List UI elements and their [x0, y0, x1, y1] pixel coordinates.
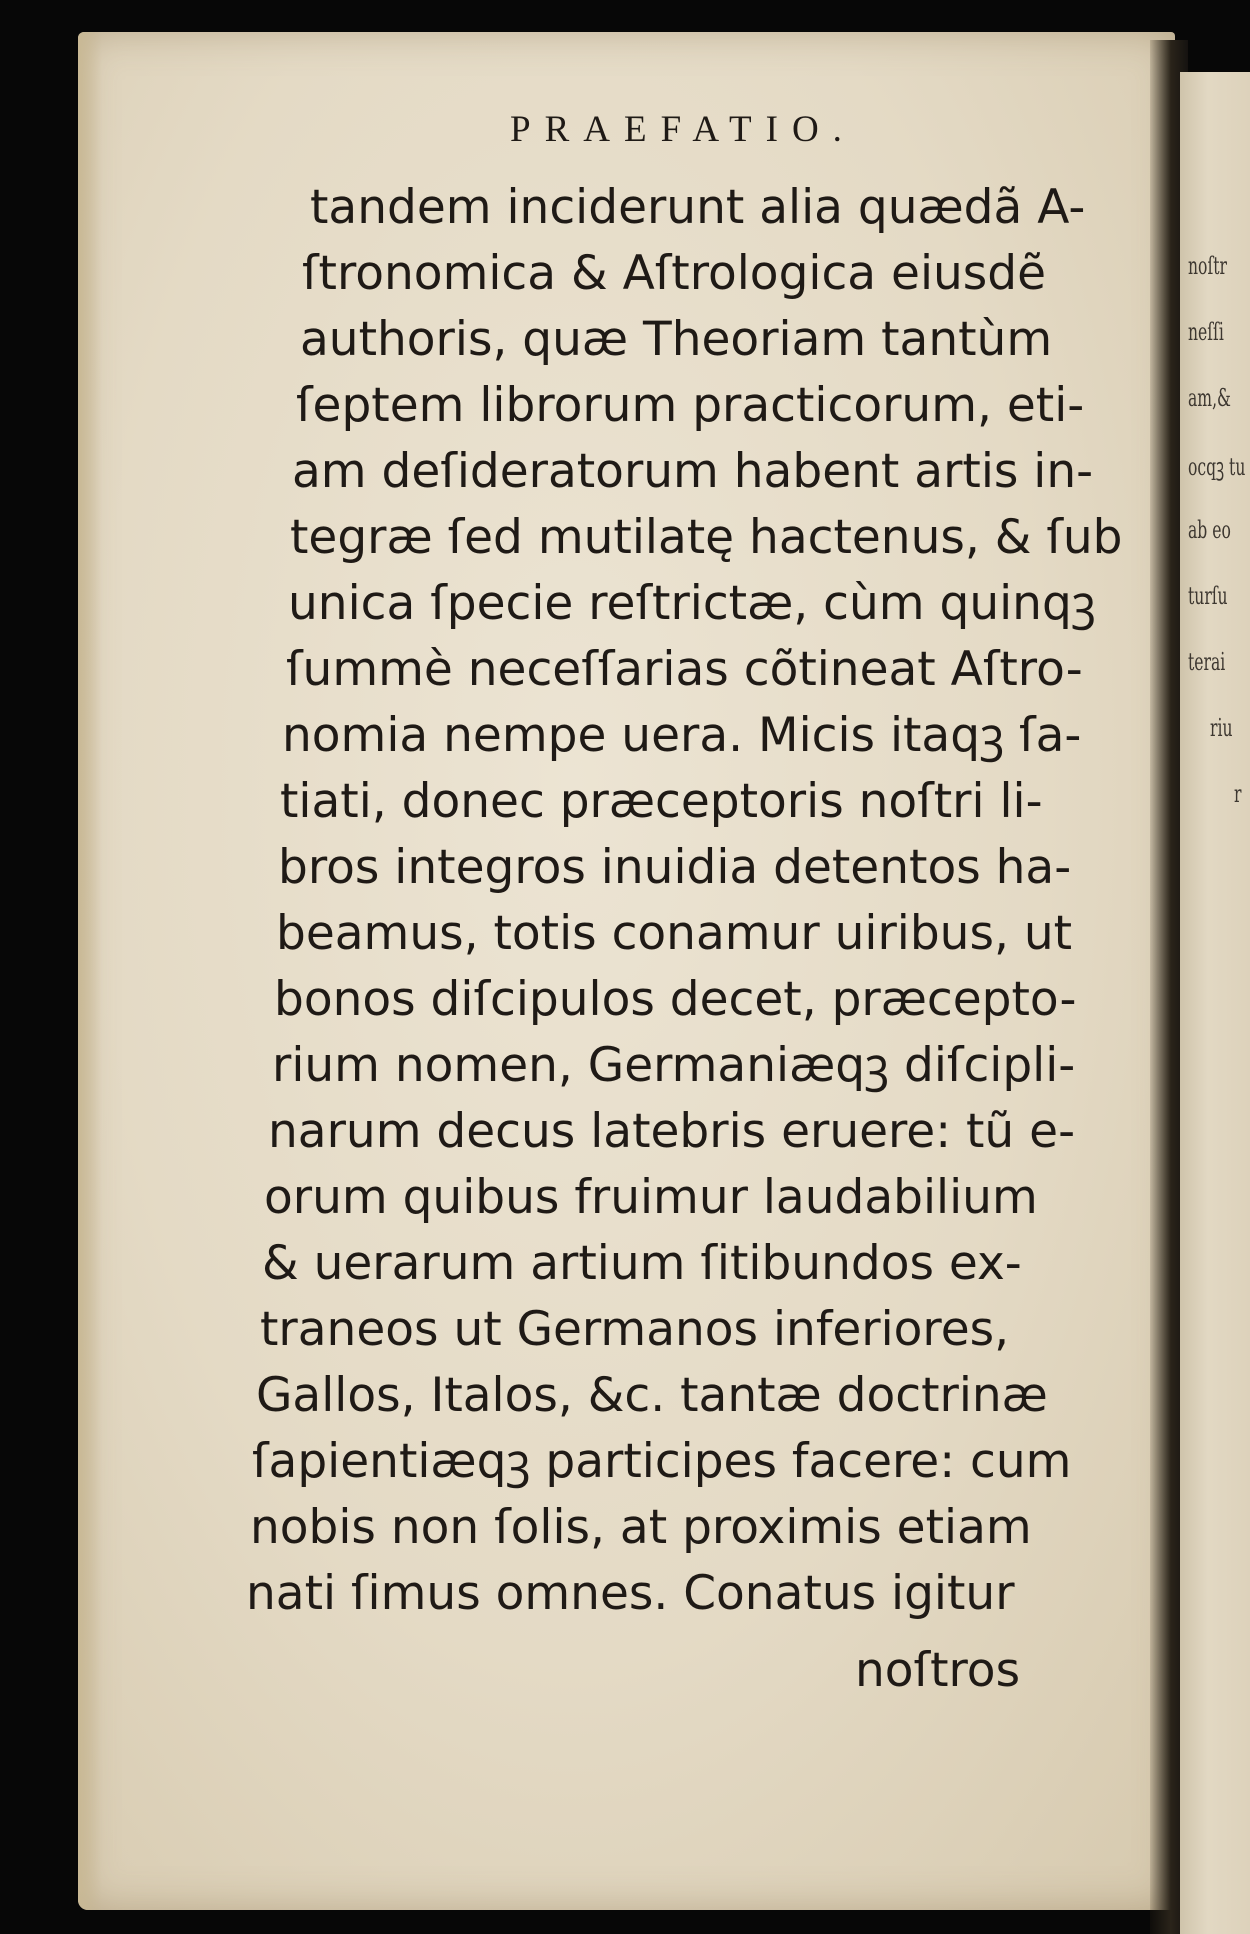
page-header: PRAEFATIO. — [510, 109, 856, 150]
text-line: authoris, quæ Theoriam tantùm — [300, 312, 1053, 367]
text-line: bonos diſcipulos decet, præcepto- — [274, 972, 1077, 1027]
text-line: unica ſpecie reſtrictæ, cùm quinqꝫ — [288, 576, 1096, 631]
text-line: beamus, totis conamur uiribus, ut — [276, 906, 1073, 961]
text-line: traneos ut Germanos inferiores, — [260, 1302, 1010, 1357]
text-line: & uerarum artium ſitibundos ex- — [262, 1236, 1022, 1291]
text-line: ſummè neceſſarias cõtineat Aſtro- — [286, 642, 1083, 697]
text-line: nomia nempe uera. Micis itaqꝫ ſa- — [282, 708, 1082, 763]
right-page-fragment: ab eo — [1188, 516, 1231, 544]
right-page-fragment: ocqꝫ tu — [1188, 453, 1246, 481]
text-line: bros integros inuidia detentos ha- — [278, 840, 1072, 895]
text-line: ſtronomica & Aſtrologica eiusdẽ — [302, 246, 1047, 301]
left-page-edge — [78, 32, 102, 1910]
body-text — [246, 175, 1123, 1627]
text-line: orum quibus fruimur laudabilium — [264, 1170, 1038, 1225]
text-line: nobis non ſolis, at proximis etiam — [250, 1500, 1032, 1555]
catchword: noſtros — [855, 1643, 1021, 1698]
right-page-fragment: terai — [1188, 648, 1226, 676]
text-line: nati ſimus omnes. Conatus igitur — [246, 1566, 1015, 1621]
right-page-fragment: am,& — [1188, 384, 1231, 412]
text-line: Gallos, Italos, &c. tantæ doctrinæ — [256, 1368, 1048, 1423]
text-line: tiati, donec præceptoris noſtri li- — [280, 774, 1043, 829]
text-line: tegræ ſed mutilatę hactenus, & ſub — [290, 510, 1123, 565]
right-page-fragment: neſſi — [1188, 318, 1224, 346]
right-page-fragment: riu — [1210, 714, 1233, 742]
right-page-fragment: r — [1234, 780, 1242, 808]
text-line: rium nomen, Germaniæqꝫ diſcipli- — [272, 1038, 1076, 1093]
right-page-sliver — [1180, 72, 1250, 1934]
text-line: tandem inciderunt alia quædã A- — [310, 180, 1086, 235]
right-page-fragment: turſu — [1188, 582, 1228, 610]
right-page-fragment: noſtr — [1188, 252, 1227, 280]
text-line: narum decus latebris eruere: tũ e- — [268, 1104, 1076, 1159]
text-line: am deſideratorum habent artis in- — [292, 444, 1094, 499]
text-line: ſeptem librorum practicorum, eti- — [296, 378, 1085, 433]
text-line: ſapientiæqꝫ participes facere: cum — [252, 1434, 1072, 1489]
